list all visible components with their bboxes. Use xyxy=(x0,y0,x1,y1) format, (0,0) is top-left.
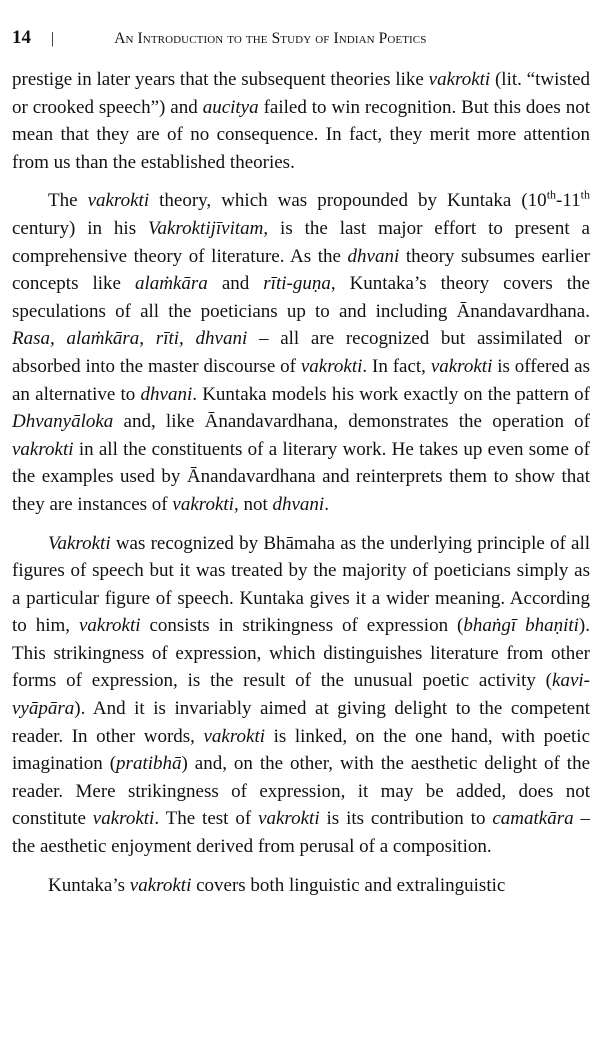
italic-term: vakrokti xyxy=(129,874,192,896)
text-run: . Kuntaka models his work exactly on the pattern of xyxy=(192,383,590,405)
italic-term: Rasa, alaṁkāra, rīti, dhvani xyxy=(12,328,248,350)
text-run: is its contribution to xyxy=(319,808,493,830)
text-run: and, like Ānandavardhana, demonstrates the operation of xyxy=(113,411,590,433)
italic-term: vakrokti xyxy=(12,438,74,460)
page-number: 14 xyxy=(12,27,31,48)
italic-term: vakrokti xyxy=(92,808,155,830)
page-body xyxy=(12,66,590,899)
italic-term: vakrokti xyxy=(428,69,491,90)
italic-term: kavi-vyāpāra xyxy=(12,670,590,720)
text-run: was recognized by Bhāmaha as the underlying principle of all figures of speech but it was treated by the majority of poeticians simply as a particular figure of speech. Kuntaka gives it a wider meaning. According to him, xyxy=(12,532,590,637)
text-run: , is the last major effort to present a comprehensive theory of literature. As the xyxy=(12,217,590,267)
italic-term: vakrokti xyxy=(203,725,266,747)
text-run: ) and, on the other, with the aesthetic delight of the reader. Mere strikingness of expression, it may be added, does not constitute xyxy=(12,753,591,830)
header-separator: | xyxy=(51,30,55,47)
italic-term: dhvani xyxy=(272,493,325,515)
italic-term: dhvani xyxy=(347,245,400,267)
text-run: . In fact, xyxy=(362,355,431,377)
paragraph-4 xyxy=(12,872,590,900)
running-header xyxy=(12,24,588,50)
text-run: ). And it is invariably aimed at giving delight to the competent reader. In other words, xyxy=(12,698,590,747)
italic-term: Vakrokti xyxy=(48,532,111,554)
text-run: consists in strikingness of expression ( xyxy=(140,615,464,637)
paragraph-2 xyxy=(12,187,590,518)
text-run: Kuntaka’s xyxy=(48,874,130,896)
italic-term: bhaṅgī bhaṇiti xyxy=(463,615,579,637)
text-run: failed to win recognition. But this does not mean that they are of no consequence. In fact, they merit more attention from us than the established theories. xyxy=(12,96,590,173)
running-head-title: An Introduction to the Study of Indian Poetics xyxy=(114,30,427,47)
italic-term: vakrokti xyxy=(430,355,493,377)
text-run: is linked, on the one hand, with poetic imagination ( xyxy=(12,725,590,775)
italic-term: vakrokti xyxy=(258,808,320,830)
text-run: covers both linguistic and extralinguistic xyxy=(191,874,506,896)
italic-term: camatkāra xyxy=(492,808,574,830)
superscript-text: th xyxy=(580,188,590,203)
paragraph-3 xyxy=(12,530,590,861)
italic-term: Dhvanyāloka xyxy=(12,411,114,433)
text-run: . The test of xyxy=(154,808,259,830)
text-run: century) in his xyxy=(12,217,148,239)
text-run: is offered as an alternative to xyxy=(12,355,590,405)
text-run: . xyxy=(324,493,329,515)
italic-term: alaṁkāra xyxy=(134,273,208,295)
text-run: and xyxy=(207,273,264,295)
text-run: , not xyxy=(233,493,273,515)
italic-term: aucitya xyxy=(202,96,259,118)
italic-term: Vakroktijīvitam xyxy=(148,217,264,239)
text-run: – all are recognized but assimilated or absorbed into the master discourse of xyxy=(12,328,590,377)
text-run: theory subsumes earlier concepts like xyxy=(12,245,590,295)
paragraph-1 xyxy=(12,66,590,176)
text-run: ). This strikingness of expression, which distinguishes literature from other forms of expression, is the result of the unusual poetic activity ( xyxy=(12,615,590,692)
italic-term: vakrokti xyxy=(78,615,141,637)
text-run: -11 xyxy=(556,190,581,212)
superscript-text: th xyxy=(546,188,557,203)
italic-term: pratibhā xyxy=(116,753,182,775)
text-run: The xyxy=(48,190,88,212)
text-run: in all the constituents of a literary work. He takes up even some of the examples used by Ānandavardhana and reinterprets them to show that they are instances of xyxy=(12,438,590,515)
italic-term: vakrokti xyxy=(87,190,150,212)
italic-term: rīti-guṇa xyxy=(263,273,331,295)
italic-term: vakrokti xyxy=(300,355,363,377)
text-run: theory, which was propounded by Kuntaka (10 xyxy=(149,190,547,212)
text-run: – the aesthetic enjoyment derived from perusal of a composition. xyxy=(12,808,590,858)
text-run: , Kuntaka’s theory covers the speculations of all the poeticians up to and including Ānandavardhana. xyxy=(12,273,590,322)
text-run: (lit. “twisted or crooked speech”) and xyxy=(12,69,590,118)
italic-term: dhvani xyxy=(140,383,193,405)
text-run: prestige in later years that the subsequent theories like xyxy=(12,69,429,90)
italic-term: vakrokti xyxy=(172,493,234,515)
